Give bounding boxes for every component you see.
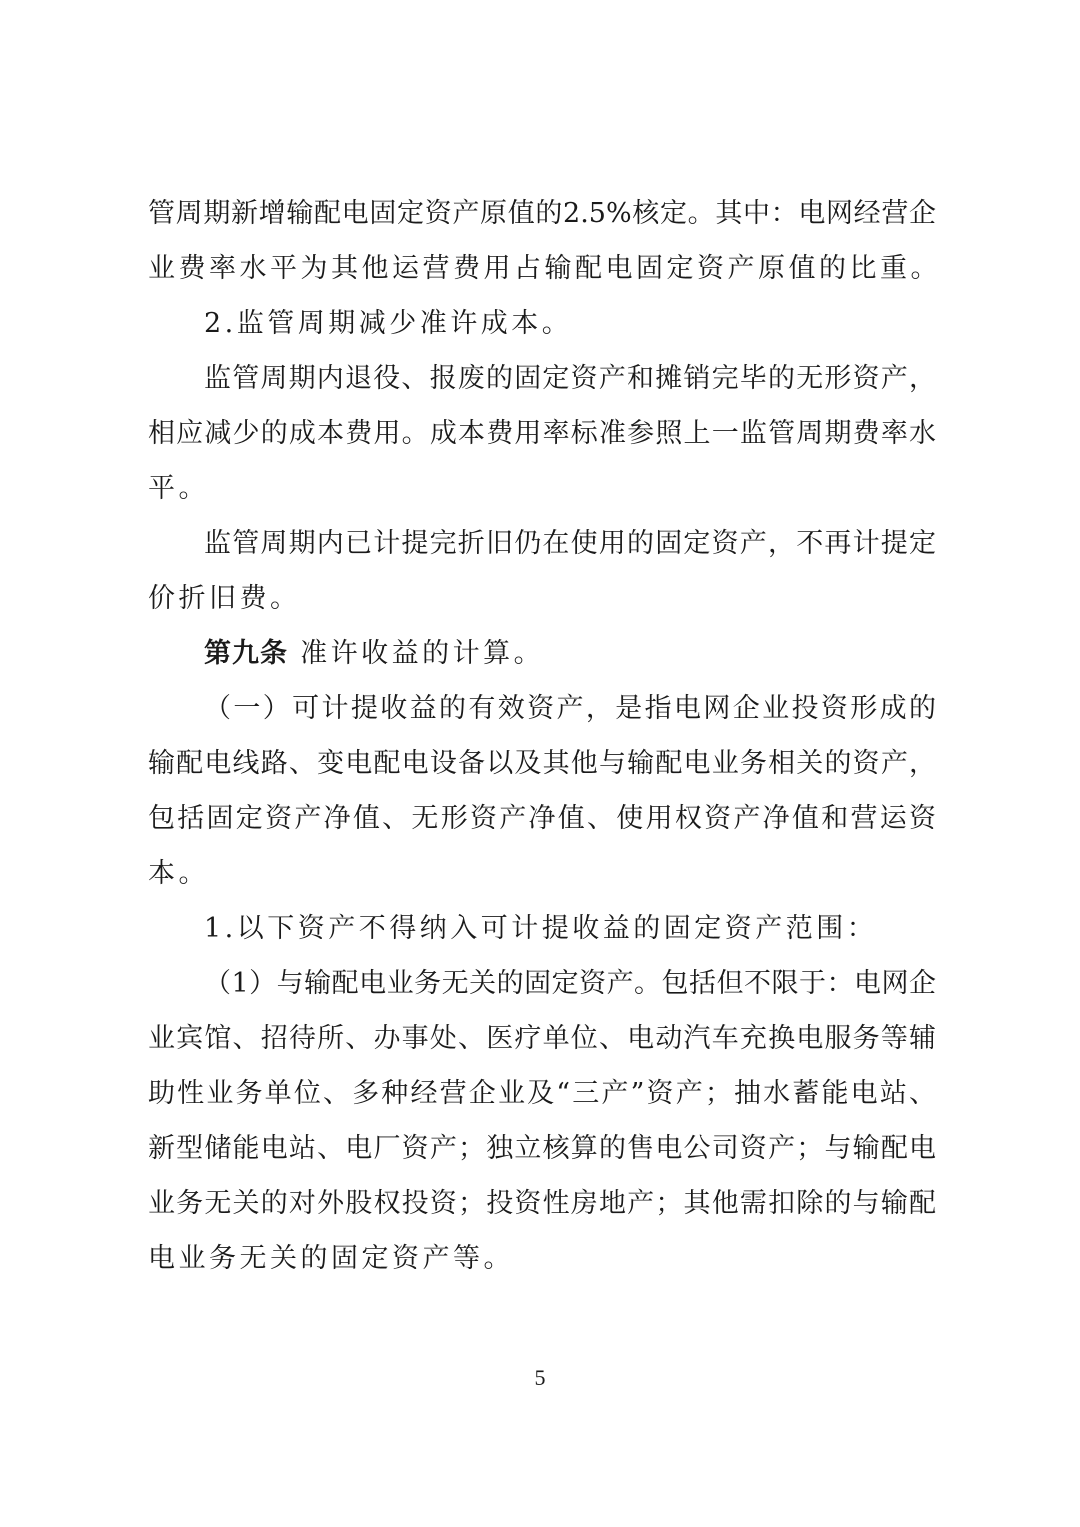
- article-title: 准许收益的计算。: [300, 638, 545, 669]
- text-line: （一）可计提收益的有效资产，是指电网企业投资形成的: [204, 693, 936, 724]
- section-subheading: 2.监管周期减少准许成本。: [204, 308, 573, 339]
- text-line: 业宾馆、招待所、办事处、医疗单位、电动汽车充换电服务等辅: [148, 1023, 936, 1054]
- section-subheading: 1.以下资产不得纳入可计提收益的固定资产范围：: [204, 913, 878, 944]
- text-line: 平。: [148, 473, 209, 504]
- text-line: 输配电线路、变电配电设备以及其他与输配电业务相关的资产，: [148, 748, 936, 779]
- text-line: 监管周期内退役、报废的固定资产和摊销完毕的无形资产，: [204, 363, 936, 394]
- text-line: 业费率水平为其他运营费用占输配电固定资产原值的比重。: [148, 253, 941, 284]
- article-line: [148, 626, 936, 681]
- text-line: 相应减少的成本费用。成本费用率标准参照上一监管周期费率水: [148, 418, 936, 449]
- text-line: 业务无关的对外股权投资；投资性房地产；其他需扣除的与输配: [148, 1188, 936, 1219]
- text-line: 价折旧费。: [148, 583, 301, 614]
- document-body: [148, 186, 941, 1286]
- text-line: 本。: [148, 858, 209, 889]
- text-line: 助性业务单位、多种经营企业及“三产”资产；抽水蓄能电站、: [148, 1078, 936, 1109]
- text-line: 包括固定资产净值、无形资产净值、使用权资产净值和营运资: [148, 803, 936, 834]
- text-line: 管周期新增输配电固定资产原值的2.5%核定。其中：电网经营企: [148, 198, 936, 229]
- article-heading: 第九条: [204, 638, 288, 669]
- page-number: 5: [534, 1365, 546, 1390]
- text-line: 电业务无关的固定资产等。: [148, 1243, 514, 1274]
- text-line: 新型储能电站、电厂资产；独立核算的售电公司资产；与输配电: [148, 1133, 936, 1164]
- text-line: 监管周期内已计提完折旧仍在使用的固定资产，不再计提定: [204, 528, 936, 559]
- text-line: （1）与输配电业务无关的固定资产。包括但不限于：电网企: [204, 968, 936, 999]
